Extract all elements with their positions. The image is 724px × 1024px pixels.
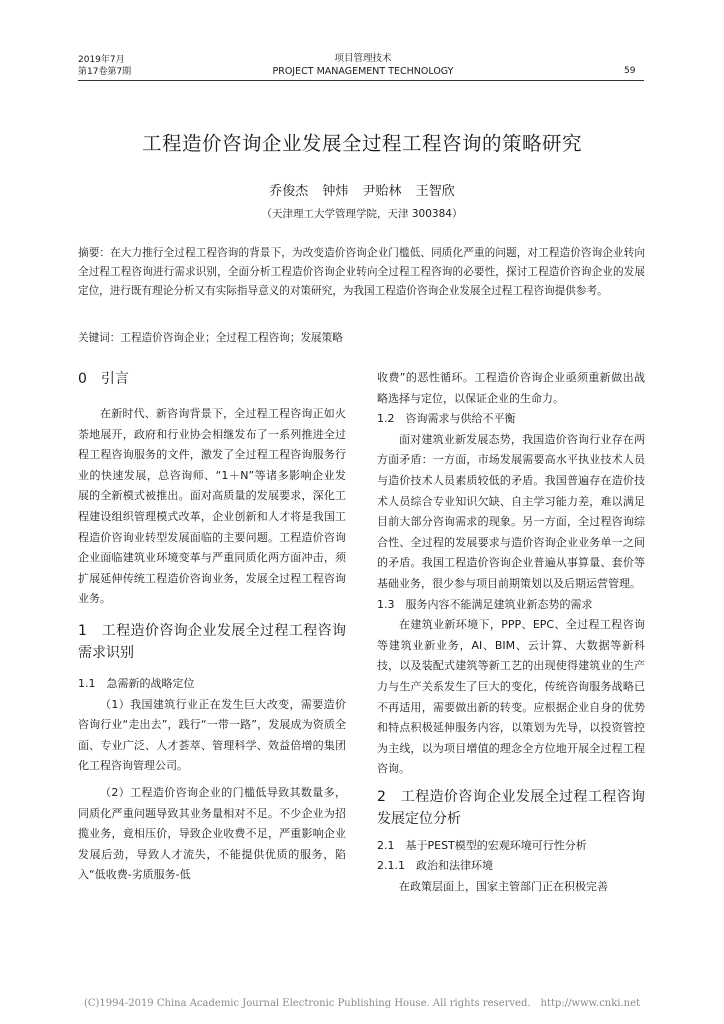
paragraph-1-1-a: （1）我国建筑行业正在发生巨大改变，需要造价咨询行业“走出去”，践行“一带一路”，发展成为资质全面、专业广泛、人才荟萃、管理科学、效益倍增的集团化工程咨询管理公司。 bbox=[78, 697, 346, 773]
article-affiliation: （天津理工大学管理学院，天津 300384） bbox=[261, 208, 463, 220]
subsection-heading-1-3: 1.3 服务内容不能满足建筑业新态势的需求 bbox=[377, 597, 593, 611]
page-number: 59 bbox=[624, 66, 636, 76]
running-header-left bbox=[78, 54, 131, 78]
section-heading-intro: 0 引言 bbox=[78, 371, 129, 387]
header-divider bbox=[78, 80, 644, 81]
paragraph-1-3: 在建筑业新环境下，PPP、EPC、全过程工程咨询等建筑业新业务，AI、BIM、云计算、大数据等新科技，以及装配式建筑等新工艺的出现使得建筑业的生产力与生产关系发生了巨大的变化，传统咨询服务战略已不再适用，需要做出新的转变。应根据企业自身的优势和特点积极延伸服务内容，以策划为先导，以投资管控为主线，以为项目增值的理念全方位地开展全过程工程咨询。 bbox=[377, 618, 645, 776]
section-heading-2: 2 工程造价咨询企业发展全过程工程咨询发展定位分析 bbox=[377, 788, 645, 827]
subsubsection-heading-2-1-1: 2.1.1 政治和法律环境 bbox=[377, 859, 493, 873]
subsection-heading-1-1: 1.1 急需新的战略定位 bbox=[78, 676, 195, 690]
issue-volume: 第17卷第7期 bbox=[78, 67, 132, 77]
copyright-footer: (C)1994-2019 China Academic Journal Electronic Publishing House. All rights reserved. http://www.cnki.net bbox=[83, 998, 641, 1009]
subsection-heading-2-1: 2.1 基于PEST模型的宏观环境可行性分析 bbox=[377, 838, 587, 852]
paragraph-1-2: 面对建筑业新发展态势，我国造价咨询行业存在两方面矛盾：一方面，市场发展需要高水平执业技术人员与造价技术人员素质较低的矛盾。我国普遍存在造价技术人员综合专业知识欠缺、自主学习能力差，难以满足目前大部分咨询需求的现象。另一方面，全过程咨询综合性、全过程的发展要求与造价咨询企业业务单一之间的矛盾。我国工程造价咨询企业普遍从事算量、套价等基础业务，很少参与项目前期策划以及后期运营管理。 bbox=[377, 432, 645, 590]
paragraph-2-1-1: 在政策层面上，国家主管部门正在积极完善 bbox=[399, 880, 608, 894]
running-header-center bbox=[272, 52, 454, 78]
journal-name-en: PROJECT MANAGEMENT TECHNOLOGY bbox=[272, 66, 454, 77]
article-authors: 乔俊杰 钟炜 尹贻林 王智欣 bbox=[269, 184, 455, 199]
body-column-left bbox=[78, 368, 346, 886]
keywords: 关键词：工程造价咨询企业；全过程工程咨询；发展策略 bbox=[78, 332, 343, 344]
paragraph-1-1-b: （2）工程造价咨询企业的门槛低导致其数量多，同质化严重问题导致其业务量相对不足。不少企业为招揽业务，竟相压价，导致企业收费不足，严重影响企业发展后劲，导致人才流失，不能提供优质的服务，陷入“低收费-劣质服务-低 bbox=[78, 785, 346, 882]
section-heading-1: 1 工程造价咨询企业发展全过程工程咨询需求识别 bbox=[78, 622, 346, 661]
journal-name-cn: 项目管理技术 bbox=[334, 53, 392, 64]
paragraph-intro: 在新时代、新咨询背景下，全过程工程咨询正如火荼地展开，政府和行业协会相继发布了一系列推进全过程工程咨询服务的文件，激发了全过程工程咨询服务行业的快速发展，总咨询师、“1＋N”等诸多影响企业发展的全新模式被推出。面对高质量的发展要求，深化工程建设组织管理模式改革，企业创新和人才将是我国工程造价咨询业转型发展面临的主要问题。工程造价咨询企业面临建筑业环境变革与严重同质化两方面冲击，须扩展延伸传统工程造价咨询业务，发展全过程工程咨询业务。 bbox=[78, 407, 346, 606]
abstract: 摘要：在大力推行全过程工程咨询的背景下，为改变造价咨询企业门槛低、同质化严重的问题，对工程造价咨询企业转向全过程工程咨询进行需求识别，全面分析工程造价咨询企业转向全过程工程咨询的必要性，探讨工程造价咨询企业的发展定位，进行既有理论分析又有实际指导意义的对策研究，为我国工程造价咨询企业发展全过程工程咨询提供参考。 bbox=[78, 247, 645, 297]
article-title: 工程造价咨询企业发展全过程工程咨询的策略研究 bbox=[141, 132, 582, 155]
subsection-heading-1-2: 1.2 咨询需求与供给不平衡 bbox=[377, 412, 516, 426]
body-column-right bbox=[377, 368, 645, 898]
issue-date: 2019年7月 bbox=[78, 55, 125, 65]
paragraph-1-1-b-continued: 收费”的恶性循环。工程造价咨询企业亟须重新做出战略选择与定位，以保证企业的生命力。 bbox=[377, 371, 645, 405]
